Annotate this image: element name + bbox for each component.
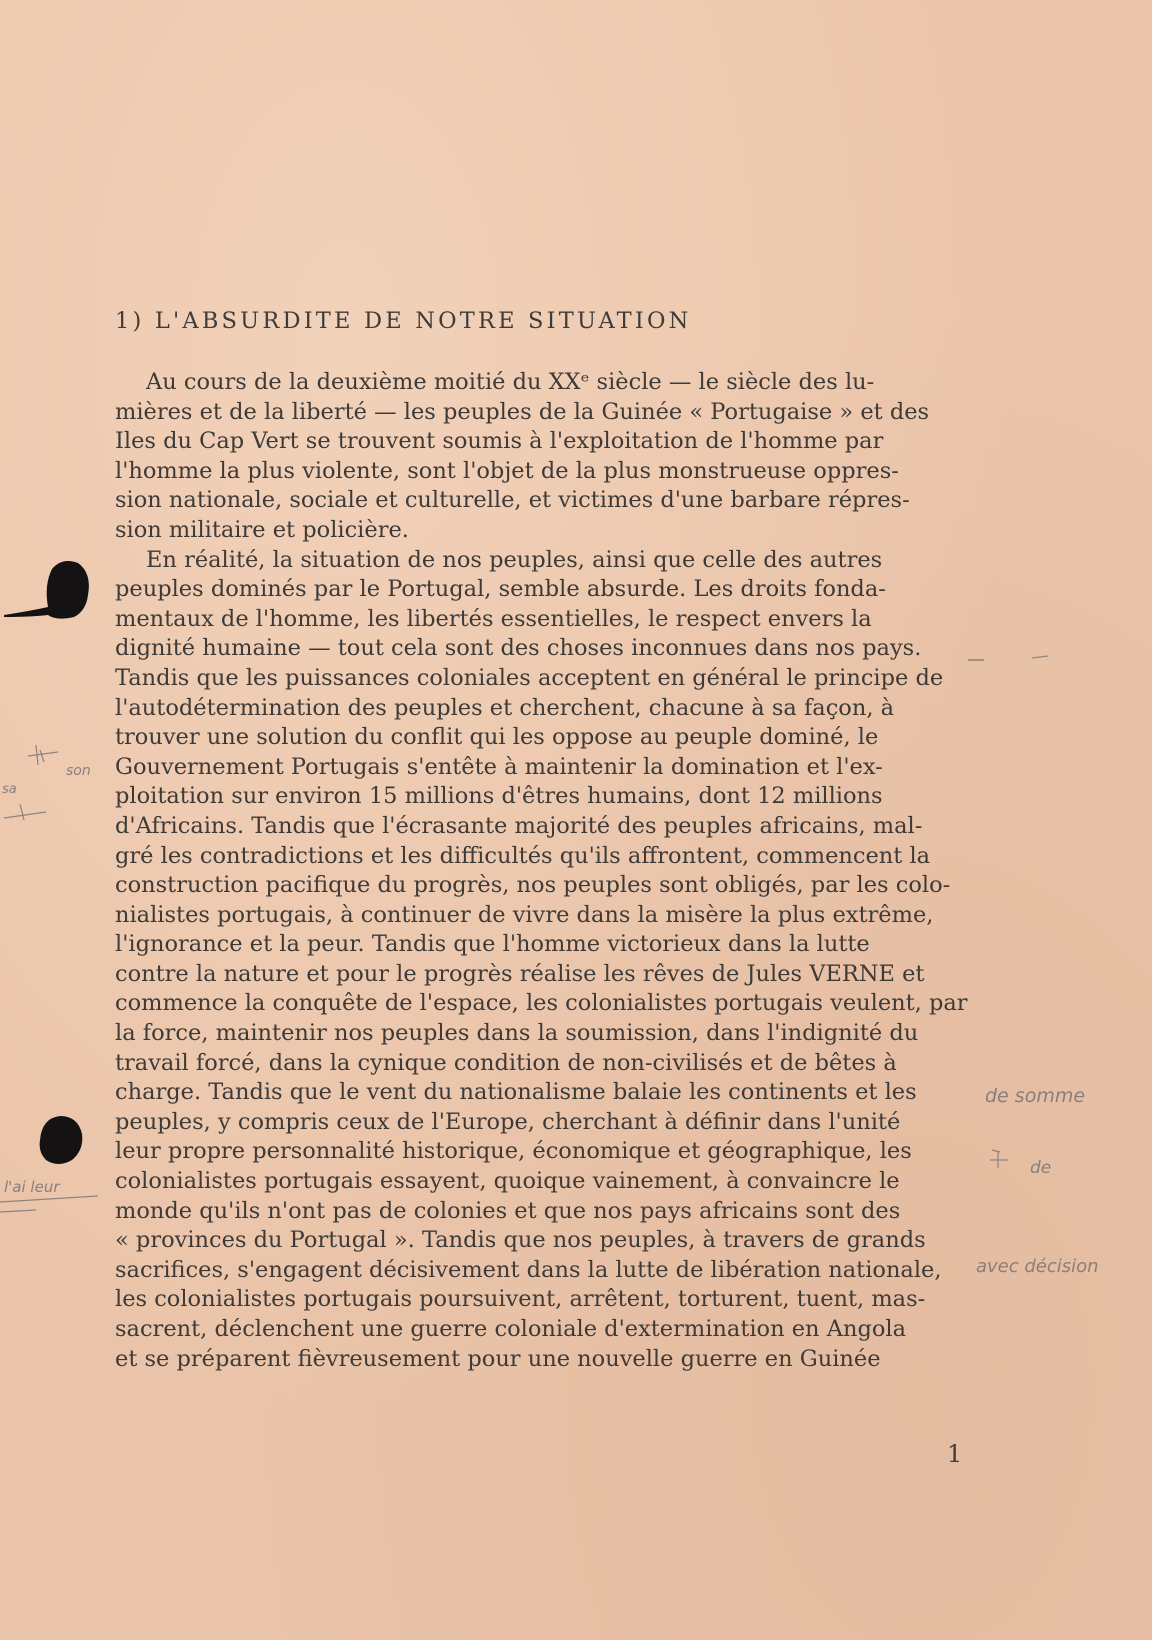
text-line: commence la conquête de l'espace, les colonialistes portugais veulent, par bbox=[115, 990, 968, 1017]
text-line: d'Africains. Tandis que l'écrasante majorité des peuples africains, mal- bbox=[115, 812, 923, 839]
text-line: sion militaire et policière. bbox=[115, 516, 409, 543]
margin-note-de: de bbox=[1030, 1158, 1052, 1178]
text-line: gré les contradictions et les difficultés qu'ils affrontent, commencent la bbox=[115, 842, 931, 869]
margin-note-son: son bbox=[66, 763, 91, 779]
text-line: travail forcé, dans la cynique condition de non-civilisés et de bêtes à bbox=[115, 1049, 897, 1076]
text-line: sion nationale, sociale et culturelle, et victimes d'une barbare répres- bbox=[115, 487, 910, 514]
text-line: Gouvernement Portugais s'entête à maintenir la domination et l'ex- bbox=[115, 753, 883, 780]
text-line: et se préparent fièvreusement pour une nouvelle guerre en Guinée bbox=[115, 1345, 881, 1372]
text-line: sacrent, déclenchent une guerre coloniale d'extermination en Angola bbox=[115, 1316, 907, 1342]
text-line: mentaux de l'homme, les libertés essentielles, le respect envers la bbox=[115, 605, 872, 632]
text-line: Au cours de la deuxième moitié du XXᵉ siècle — le siècle des lu- bbox=[146, 369, 875, 395]
text-line: l'ignorance et la peur. Tandis que l'homme victorieux dans la lutte bbox=[115, 931, 870, 958]
text-line: nialistes portugais, à continuer de vivre dans la misère la plus extrême, bbox=[115, 901, 934, 928]
page-number: 1 bbox=[947, 1440, 963, 1468]
text-line: ploitation sur environ 15 millions d'êtres humains, dont 12 millions bbox=[115, 783, 883, 810]
text-line: peuples, y compris ceux de l'Europe, cherchant à définir dans l'unité bbox=[115, 1108, 901, 1135]
text-line: l'homme la plus violente, sont l'objet de la plus monstrueuse oppres- bbox=[115, 457, 899, 484]
text-line: Iles du Cap Vert se trouvent soumis à l'exploitation de l'homme par bbox=[115, 428, 884, 455]
margin-note-lai-leur: l'ai leur bbox=[4, 1178, 60, 1196]
text-line: dignité humaine — tout cela sont des choses inconnues dans nos pays. bbox=[115, 635, 922, 662]
section-heading: 1) L'ABSURDITE DE NOTRE SITUATION bbox=[115, 308, 692, 334]
text-line: « provinces du Portugal ». Tandis que nos peuples, à travers de grands bbox=[115, 1227, 926, 1254]
text-line: leur propre personnalité historique, économique et géographique, les bbox=[115, 1138, 912, 1165]
text-line: monde qu'ils n'ont pas de colonies et que nos pays africains sont des bbox=[115, 1197, 901, 1224]
text-line: construction pacifique du progrès, nos peuples sont obligés, par les colo- bbox=[115, 872, 951, 899]
text-line: peuples dominés par le Portugal, semble absurde. Les droits fonda- bbox=[115, 576, 886, 603]
text-line: contre la nature et pour le progrès réalise les rêves de Jules VERNE et bbox=[115, 960, 925, 987]
text-line: trouver une solution du conflit qui les oppose au peuple dominé, le bbox=[115, 724, 879, 751]
ink-blot bbox=[0, 555, 100, 625]
text-line: charge. Tandis que le vent du nationalisme balaie les continents et les bbox=[115, 1079, 917, 1106]
text-line: sacrifices, s'engagent décisivement dans la lutte de libération nationale, bbox=[115, 1256, 942, 1283]
text-line: colonialistes portugais essayent, quoique vainement, à convaincre le bbox=[115, 1168, 900, 1195]
text-line: la force, maintenir nos peuples dans la soumission, dans l'indignité du bbox=[115, 1020, 919, 1047]
margin-note-de-somme: de somme bbox=[985, 1085, 1086, 1107]
margin-note-avec-decision: avec décision bbox=[976, 1256, 1099, 1277]
text-line: les colonialistes portugais poursuivent, arrêtent, torturent, tuent, mas- bbox=[115, 1286, 926, 1313]
body-text bbox=[115, 368, 975, 1374]
margin-note-sa: sa bbox=[2, 782, 17, 797]
text-line: l'autodétermination des peuples et cherchent, chacune à sa façon, à bbox=[115, 694, 895, 721]
text-line: En réalité, la situation de nos peuples, ainsi que celle des autres bbox=[146, 546, 883, 573]
text-line: mières et de la liberté — les peuples de la Guinée « Portugaise » et des bbox=[115, 398, 930, 425]
text-line: Tandis que les puissances coloniales acceptent en général le principe de bbox=[115, 664, 944, 691]
ink-blot bbox=[30, 1110, 100, 1170]
margin-marks-right bbox=[960, 640, 1110, 1220]
